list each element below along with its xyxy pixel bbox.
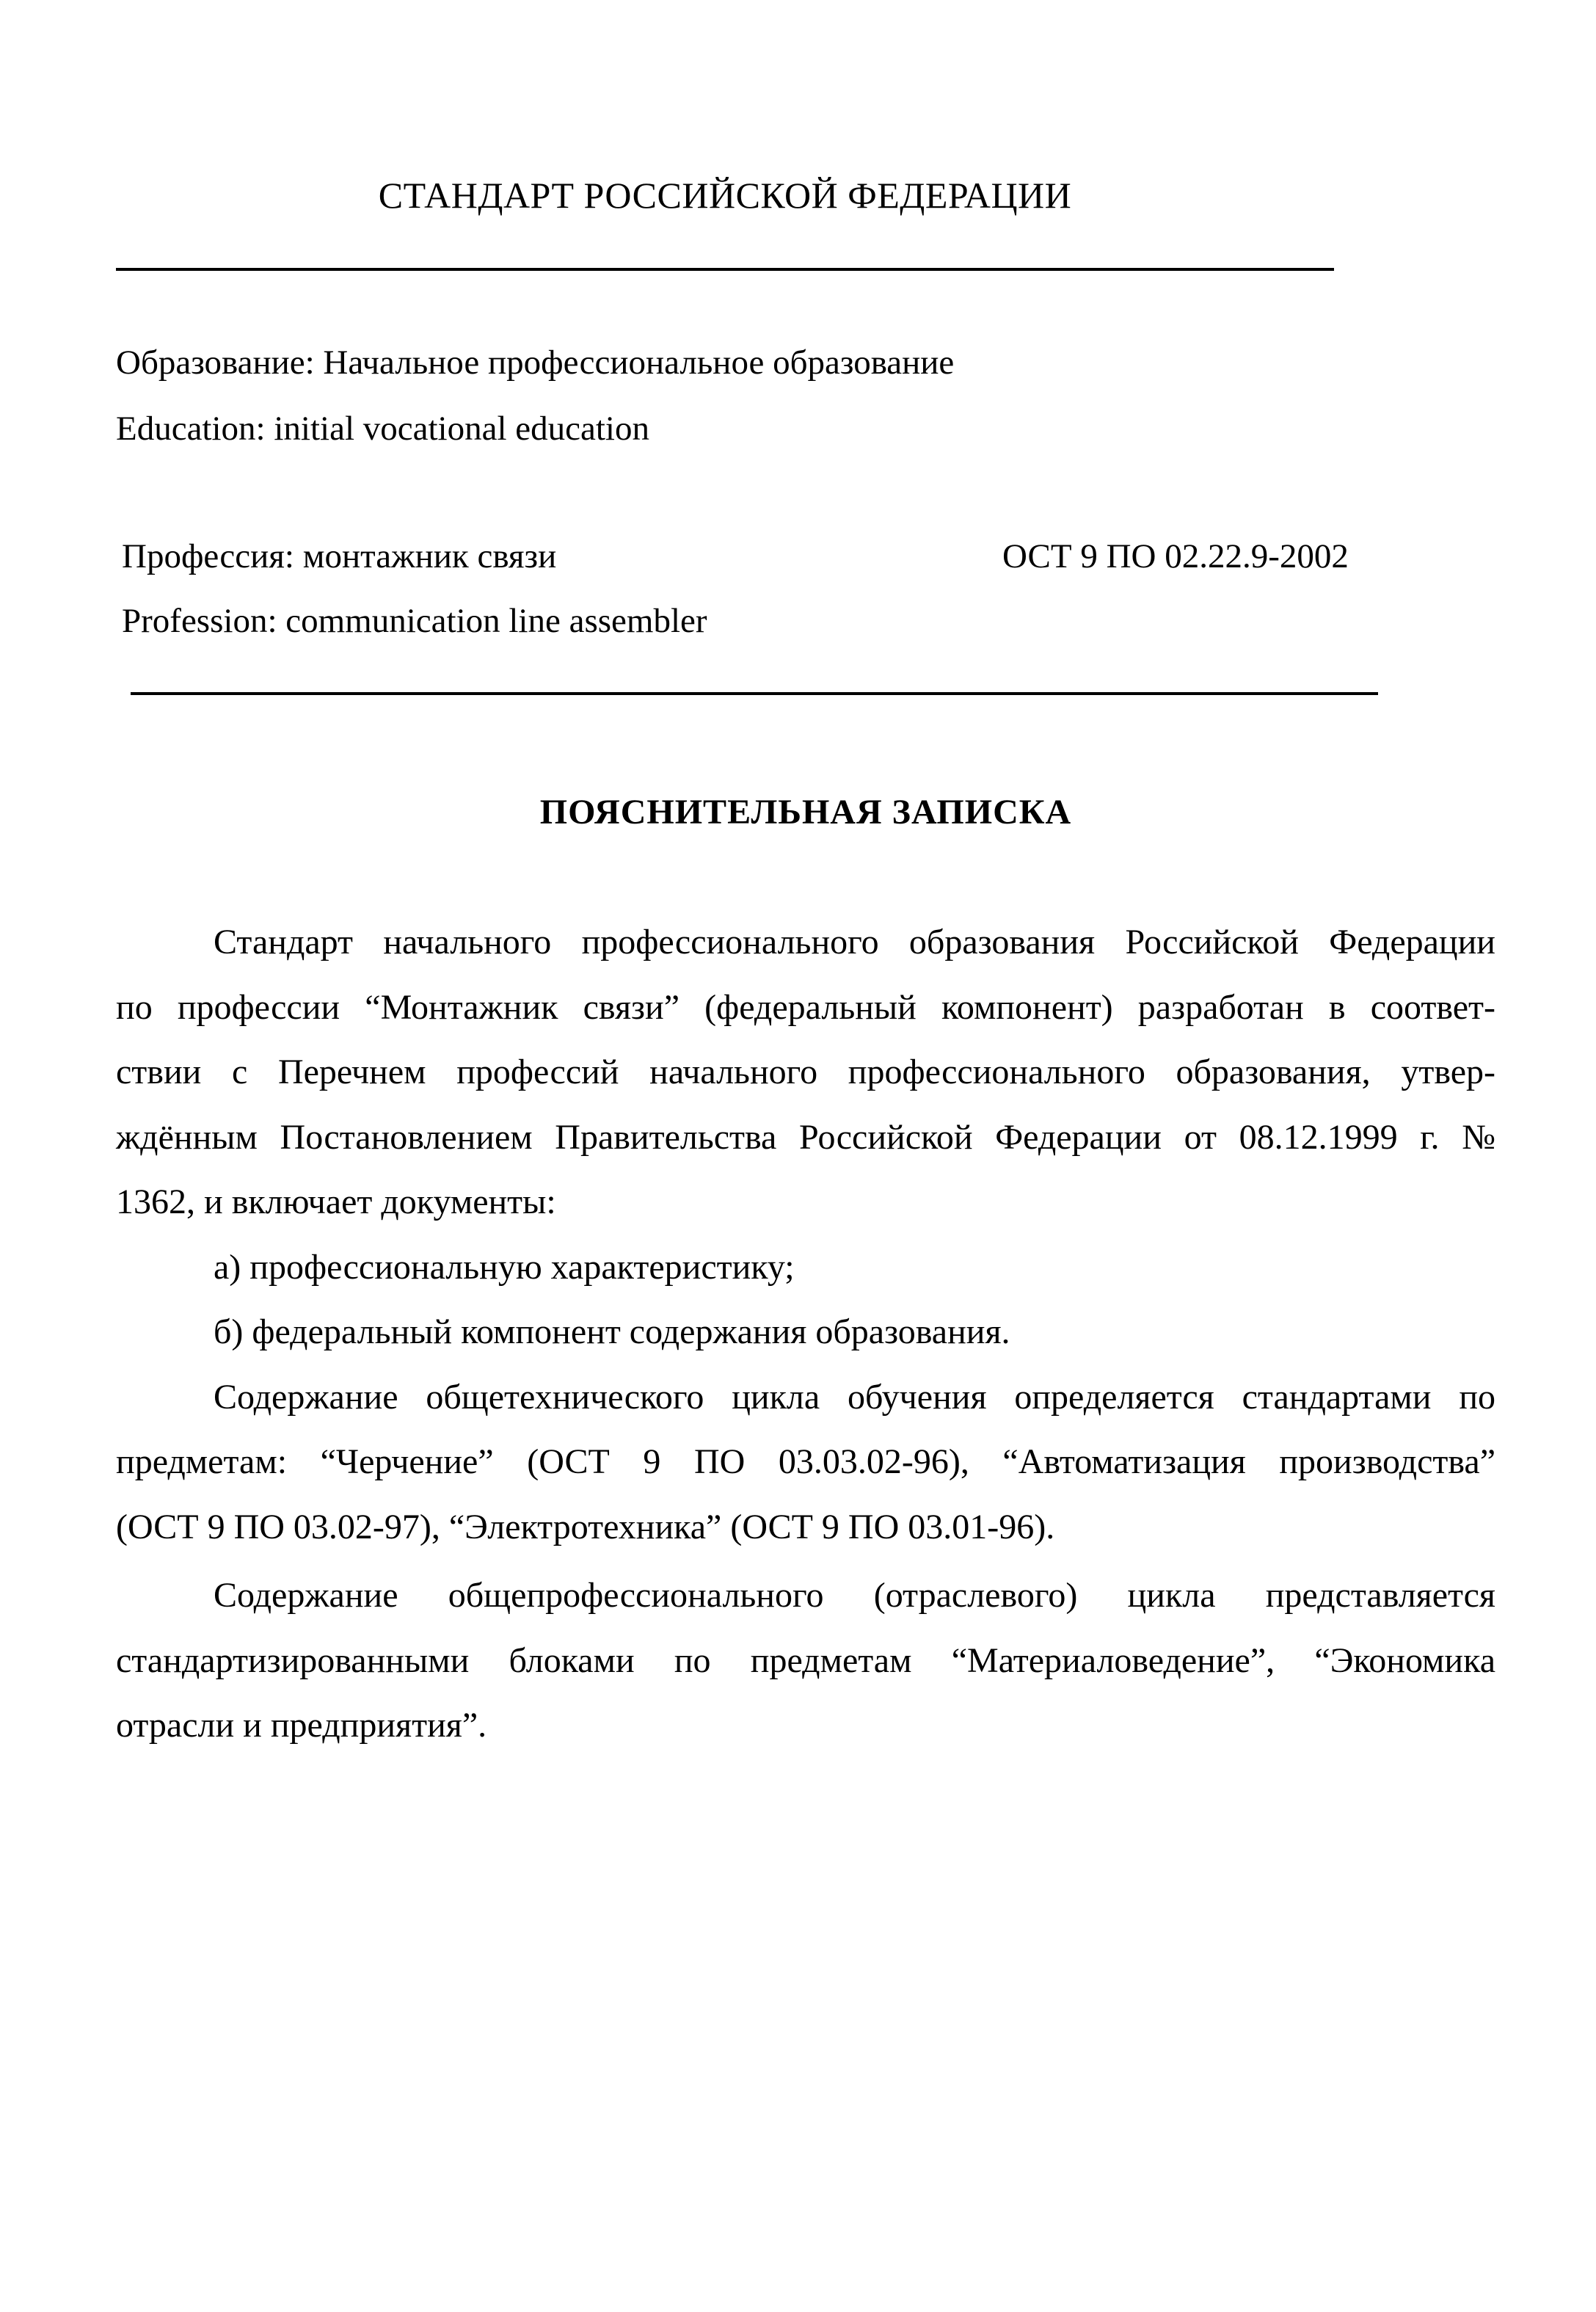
paragraph-line: ствии с Перечнем профессий начального профессионального образования, утвер- xyxy=(116,1053,1495,1091)
list-item: б) федеральный компонент содержания образования. xyxy=(214,1312,1010,1351)
profession-ru: Профессия: монтажник связи xyxy=(122,537,557,575)
classification-divider xyxy=(131,692,1378,695)
education-ru: Образование: Начальное профессиональное образование xyxy=(116,343,955,382)
paragraph-line: (ОСТ 9 ПО 03.02-97), “Электротехника” (ОСТ 9 ПО 03.01-96). xyxy=(116,1507,1055,1546)
paragraph-line: отрасли и предприятия”. xyxy=(116,1706,487,1745)
paragraph-line: стандартизированными блоками по предметам “Материаловедение”, “Экономика xyxy=(116,1640,1495,1680)
explanatory-note-body xyxy=(116,910,1495,1759)
paragraph-line: 1362, и включает документы: xyxy=(116,1182,556,1221)
paragraph-line: ждённым Постановлением Правительства Российской Федерации от 08.12.1999 г. № xyxy=(116,1117,1495,1157)
document-header-title: СТАНДАРТ РОССИЙСКОЙ ФЕДЕРАЦИИ xyxy=(378,175,1072,216)
header-divider xyxy=(116,268,1334,271)
paragraph-line: по профессии “Монтажник связи” (федеральный компонент) разработан в соответ- xyxy=(116,987,1495,1027)
list-item: а) профессиональную характеристику; xyxy=(214,1247,795,1287)
paragraph-line: Содержание общетехнического цикла обучения определяется стандартами по xyxy=(214,1377,1495,1417)
paragraph-line: Содержание общепрофессионального (отраслевого) цикла представляется xyxy=(214,1576,1495,1615)
paragraph-line: Стандарт начального профессионального образования Российской Федерации xyxy=(214,923,1495,961)
profession-en: Profession: communication line assembler xyxy=(122,602,707,640)
education-en: Education: initial vocational education xyxy=(116,410,649,448)
paragraph-line: предметам: “Черчение” (ОСТ 9 ПО 03.03.02-96), “Автоматизация производства” xyxy=(116,1442,1495,1481)
standard-code: ОСТ 9 ПО 02.22.9-2002 xyxy=(1002,537,1349,575)
explanatory-note-title: ПОЯСНИТЕЛЬНАЯ ЗАПИСКА xyxy=(539,793,1072,832)
